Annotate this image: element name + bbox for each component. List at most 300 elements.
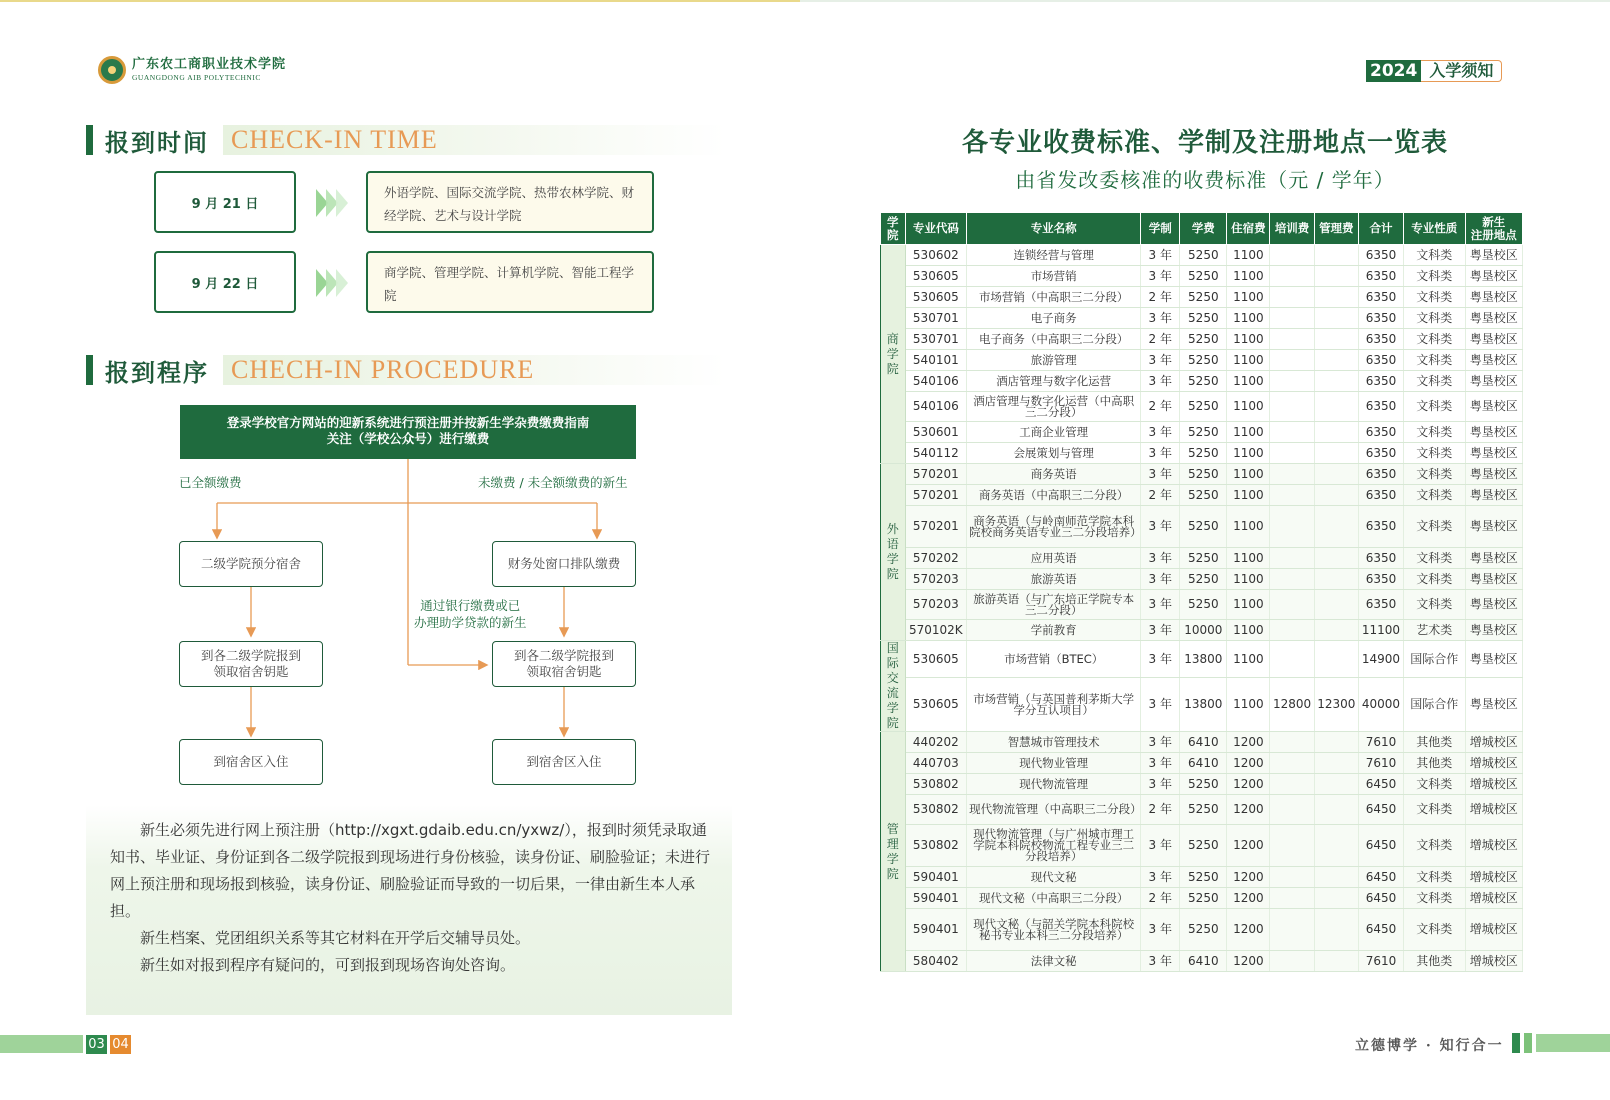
table-cell: 1100 [1227, 350, 1270, 371]
table-cell [1314, 245, 1358, 266]
major-name-cell: 现代文秘 [967, 867, 1141, 888]
chevron-right-icon [316, 266, 360, 300]
table-cell [1270, 909, 1314, 951]
major-name-cell: 学前教育 [967, 620, 1141, 641]
table-cell: 1100 [1227, 392, 1270, 422]
table-cell: 570203 [905, 569, 966, 590]
table-cell: 6410 [1180, 732, 1227, 753]
table-cell: 5250 [1180, 548, 1227, 569]
flow-box-pay-window: 财务处窗口排队缴费 [492, 541, 636, 587]
table-cell: 粤垦校区 [1465, 620, 1522, 641]
table-cell: 6450 [1358, 774, 1403, 795]
year-badge [1366, 60, 1502, 82]
major-name-cell: 会展策划与管理 [967, 443, 1141, 464]
table-cell: 1200 [1227, 753, 1270, 774]
table-cell: 5250 [1180, 909, 1227, 951]
table-cell: 文科类 [1404, 888, 1465, 909]
page-number-right: 04 [110, 1035, 131, 1054]
page-number-left: 03 [86, 1035, 107, 1054]
table-cell: 3 年 [1141, 590, 1180, 620]
major-name-cell: 商务英语 [967, 464, 1141, 485]
table-cell: 文科类 [1404, 245, 1465, 266]
school-motto: 立德博学 · 知行合一 [1355, 1038, 1504, 1054]
table-cell: 3 年 [1141, 732, 1180, 753]
table-cell: 3 年 [1141, 951, 1180, 972]
table-cell: 文科类 [1404, 287, 1465, 308]
table-cell: 6410 [1180, 951, 1227, 972]
table-row [881, 774, 1523, 795]
table-cell: 增城校区 [1465, 825, 1522, 867]
flow-start-line2: 关注（学校公众号）进行缴费 [326, 431, 490, 446]
chevron-right-icon [316, 186, 360, 220]
table-cell [1314, 569, 1358, 590]
table-cell: 国际合作 [1404, 678, 1465, 732]
table-cell: 530601 [905, 422, 966, 443]
footer-right-bars [1512, 1033, 1610, 1053]
table-cell [1314, 795, 1358, 825]
fee-table-header-row [881, 213, 1523, 245]
table-cell: 其他类 [1404, 753, 1465, 774]
table-row [881, 308, 1523, 329]
table-cell: 3 年 [1141, 350, 1180, 371]
major-name-cell: 酒店管理与数字化运营 [967, 371, 1141, 392]
table-cell: 粤垦校区 [1465, 569, 1522, 590]
table-cell [1270, 732, 1314, 753]
table-cell: 1100 [1227, 245, 1270, 266]
table-cell: 3 年 [1141, 245, 1180, 266]
table-cell: 5250 [1180, 590, 1227, 620]
flow-start-line1: 登录学校官方网站的迎新系统进行预注册并按新生学杂费缴费指南 [226, 415, 590, 430]
table-cell [1270, 287, 1314, 308]
table-cell: 3 年 [1141, 641, 1180, 678]
table-cell: 440703 [905, 753, 966, 774]
table-cell: 粤垦校区 [1465, 506, 1522, 548]
table-cell: 6350 [1358, 266, 1403, 287]
table-cell: 5250 [1180, 506, 1227, 548]
table-cell [1314, 753, 1358, 774]
table-cell: 540106 [905, 392, 966, 422]
table-cell: 文科类 [1404, 443, 1465, 464]
table-cell: 1100 [1227, 506, 1270, 548]
table-cell [1314, 888, 1358, 909]
table-cell: 530602 [905, 245, 966, 266]
table-cell: 530802 [905, 825, 966, 867]
table-cell [1270, 641, 1314, 678]
table-cell: 540101 [905, 350, 966, 371]
table-cell: 1100 [1227, 371, 1270, 392]
table-cell: 1100 [1227, 308, 1270, 329]
table-cell: 3 年 [1141, 266, 1180, 287]
table-cell: 5250 [1180, 371, 1227, 392]
checkin-time-heading [86, 124, 726, 156]
table-cell: 3 年 [1141, 506, 1180, 548]
school-emblem-icon [98, 56, 126, 84]
column-header: 学院 [881, 213, 906, 245]
major-name-cell: 电子商务 [967, 308, 1141, 329]
table-cell: 增城校区 [1465, 795, 1522, 825]
table-row [881, 392, 1523, 422]
flow-box-assign-dorm: 二级学院预分宿舍 [179, 541, 323, 587]
table-row [881, 678, 1523, 732]
major-name-cell: 现代物流管理（中高职三二分段） [967, 795, 1141, 825]
major-name-cell: 现代物业管理 [967, 753, 1141, 774]
table-cell: 6350 [1358, 464, 1403, 485]
column-header: 专业代码 [905, 213, 966, 245]
label-unpaid: 未缴费 / 未全额缴费的新生 [478, 475, 628, 490]
table-cell: 粤垦校区 [1465, 245, 1522, 266]
table-cell: 6350 [1358, 371, 1403, 392]
table-cell: 增城校区 [1465, 732, 1522, 753]
table-cell: 1100 [1227, 287, 1270, 308]
label-paid: 已全额缴费 [179, 475, 242, 490]
major-name-cell: 旅游英语（与广东培正学院专本三二分段） [967, 590, 1141, 620]
table-cell: 5250 [1180, 287, 1227, 308]
college-list-box-1: 外语学院、国际交流学院、热带农林学院、财经学院、艺术与设计学院 [366, 171, 654, 233]
table-cell: 540112 [905, 443, 966, 464]
table-row [881, 350, 1523, 371]
table-cell: 530605 [905, 287, 966, 308]
table-cell [1314, 732, 1358, 753]
college-cell: 商 学 院 [881, 245, 906, 464]
doc-title-label: 入学须知 [1421, 60, 1502, 82]
table-cell [1314, 422, 1358, 443]
table-cell [1270, 350, 1314, 371]
major-name-cell: 酒店管理与数字化运营（中高职三二分段） [967, 392, 1141, 422]
table-cell: 5250 [1180, 329, 1227, 350]
major-name-cell: 市场营销（BTEC） [967, 641, 1141, 678]
table-cell: 增城校区 [1465, 951, 1522, 972]
major-name-cell: 智慧城市管理技术 [967, 732, 1141, 753]
table-row [881, 888, 1523, 909]
notice-paragraph-2: 新生档案、党团组织关系等其它材料在开学后交辅导员处。 [140, 929, 531, 947]
table-cell: 1100 [1227, 641, 1270, 678]
college-cell: 外 语 学 院 [881, 464, 906, 641]
column-header: 管理费 [1314, 213, 1358, 245]
table-cell: 3 年 [1141, 620, 1180, 641]
heading-bar [86, 125, 93, 155]
table-cell: 文科类 [1404, 774, 1465, 795]
heading-bar [86, 355, 93, 385]
table-cell: 1100 [1227, 548, 1270, 569]
table-cell [1270, 308, 1314, 329]
table-cell: 1200 [1227, 951, 1270, 972]
table-cell [1270, 590, 1314, 620]
table-cell: 粤垦校区 [1465, 266, 1522, 287]
column-header: 新生 注册地点 [1465, 213, 1522, 245]
fee-table-title: 各专业收费标准、学制及注册地点一览表 [961, 128, 1448, 158]
table-cell: 5250 [1180, 443, 1227, 464]
table-cell: 5250 [1180, 569, 1227, 590]
table-cell: 增城校区 [1465, 753, 1522, 774]
heading-en: CHECK-IN TIME [231, 125, 438, 154]
table-cell: 11100 [1358, 620, 1403, 641]
table-cell [1270, 392, 1314, 422]
table-cell: 6450 [1358, 867, 1403, 888]
column-header: 学费 [1180, 213, 1227, 245]
table-row [881, 641, 1523, 678]
table-row [881, 485, 1523, 506]
table-cell: 增城校区 [1465, 888, 1522, 909]
table-cell: 530802 [905, 774, 966, 795]
table-cell: 5250 [1180, 867, 1227, 888]
table-cell: 文科类 [1404, 329, 1465, 350]
table-cell: 5250 [1180, 422, 1227, 443]
table-cell: 其他类 [1404, 951, 1465, 972]
table-cell: 6350 [1358, 245, 1403, 266]
table-cell: 7610 [1358, 951, 1403, 972]
table-cell: 540106 [905, 371, 966, 392]
table-row [881, 909, 1523, 951]
major-name-cell: 工商企业管理 [967, 422, 1141, 443]
table-cell [1270, 825, 1314, 867]
table-cell: 文科类 [1404, 392, 1465, 422]
table-cell: 1200 [1227, 909, 1270, 951]
table-cell: 文科类 [1404, 350, 1465, 371]
table-cell: 艺术类 [1404, 620, 1465, 641]
table-cell: 粤垦校区 [1465, 641, 1522, 678]
table-row [881, 371, 1523, 392]
table-row [881, 329, 1523, 350]
table-cell: 12800 [1270, 678, 1314, 732]
table-cell: 文科类 [1404, 548, 1465, 569]
college-list-box-2: 商学院、管理学院、计算机学院、智能工程学院 [366, 251, 654, 313]
table-cell: 1100 [1227, 485, 1270, 506]
table-cell: 粤垦校区 [1465, 548, 1522, 569]
procedure-heading [86, 354, 726, 386]
notice-panel [86, 805, 732, 1015]
table-cell: 5250 [1180, 825, 1227, 867]
table-cell: 10000 [1180, 620, 1227, 641]
table-cell: 6350 [1358, 548, 1403, 569]
table-cell: 文科类 [1404, 308, 1465, 329]
table-cell: 6350 [1358, 569, 1403, 590]
table-row [881, 620, 1523, 641]
table-cell: 6450 [1358, 795, 1403, 825]
table-cell: 3 年 [1141, 753, 1180, 774]
column-header: 学制 [1141, 213, 1180, 245]
table-cell: 590401 [905, 867, 966, 888]
table-cell: 2 年 [1141, 795, 1180, 825]
table-row [881, 266, 1523, 287]
heading-cn: 报到时间 [105, 128, 209, 157]
table-cell: 3 年 [1141, 464, 1180, 485]
footer-left-bar [0, 1035, 83, 1053]
table-cell: 2 年 [1141, 392, 1180, 422]
table-cell: 1100 [1227, 590, 1270, 620]
table-cell: 530605 [905, 641, 966, 678]
table-cell [1270, 443, 1314, 464]
top-rule-right [800, 0, 1610, 2]
table-cell [1270, 774, 1314, 795]
table-cell [1314, 590, 1358, 620]
table-cell: 粤垦校区 [1465, 422, 1522, 443]
table-cell: 粤垦校区 [1465, 308, 1522, 329]
table-cell: 文科类 [1404, 825, 1465, 867]
table-cell: 5250 [1180, 485, 1227, 506]
table-cell: 增城校区 [1465, 909, 1522, 951]
table-cell: 3 年 [1141, 548, 1180, 569]
table-cell: 1100 [1227, 464, 1270, 485]
table-row [881, 422, 1523, 443]
college-cell: 管 理 学 院 [881, 732, 906, 972]
table-cell [1314, 548, 1358, 569]
heading-cn: 报到程序 [105, 358, 209, 387]
table-cell [1270, 266, 1314, 287]
table-cell: 13800 [1180, 641, 1227, 678]
table-cell [1314, 506, 1358, 548]
table-cell: 文科类 [1404, 506, 1465, 548]
table-cell: 570203 [905, 590, 966, 620]
table-row [881, 951, 1523, 972]
table-cell: 40000 [1358, 678, 1403, 732]
table-cell: 粤垦校区 [1465, 371, 1522, 392]
table-cell: 3 年 [1141, 909, 1180, 951]
table-row [881, 506, 1523, 548]
table-cell [1314, 350, 1358, 371]
table-cell: 粤垦校区 [1465, 485, 1522, 506]
flow-box-move-in-right: 到宿舍区入住 [492, 739, 636, 785]
table-cell [1314, 443, 1358, 464]
fee-table-body [881, 245, 1523, 972]
flow-box-register-right: 到各二级学院报到 领取宿舍钥匙 [492, 641, 636, 687]
table-cell: 3 年 [1141, 443, 1180, 464]
table-cell: 国际合作 [1404, 641, 1465, 678]
school-logo [98, 56, 286, 84]
major-name-cell: 旅游英语 [967, 569, 1141, 590]
table-cell [1314, 951, 1358, 972]
major-name-cell: 市场营销（中高职三二分段） [967, 287, 1141, 308]
table-cell: 增城校区 [1465, 774, 1522, 795]
table-row [881, 287, 1523, 308]
table-cell [1314, 329, 1358, 350]
table-cell: 粤垦校区 [1465, 464, 1522, 485]
table-cell: 5250 [1180, 795, 1227, 825]
column-header: 专业性质 [1404, 213, 1465, 245]
table-cell [1270, 620, 1314, 641]
table-cell: 文科类 [1404, 590, 1465, 620]
column-header: 住宿费 [1227, 213, 1270, 245]
table-cell: 5250 [1180, 392, 1227, 422]
table-cell: 文科类 [1404, 464, 1465, 485]
table-cell: 粤垦校区 [1465, 590, 1522, 620]
major-name-cell: 市场营销（与英国普利茅斯大学学分互认项目） [967, 678, 1141, 732]
table-cell: 1200 [1227, 732, 1270, 753]
table-cell [1314, 620, 1358, 641]
date-box-1: 9 月 21 日 [154, 171, 296, 233]
table-cell: 文科类 [1404, 569, 1465, 590]
table-cell: 5250 [1180, 464, 1227, 485]
table-cell [1270, 371, 1314, 392]
table-cell [1314, 371, 1358, 392]
table-cell: 14900 [1358, 641, 1403, 678]
table-cell: 3 年 [1141, 569, 1180, 590]
table-cell: 5250 [1180, 308, 1227, 329]
table-cell [1314, 774, 1358, 795]
table-cell: 3 年 [1141, 825, 1180, 867]
notice-paragraph-3: 新生如对报到程序有疑问的，可到报到现场咨询处咨询。 [140, 956, 516, 974]
table-cell [1314, 867, 1358, 888]
flow-box-register-left: 到各二级学院报到 领取宿舍钥匙 [179, 641, 323, 687]
table-cell: 3 年 [1141, 867, 1180, 888]
table-cell: 3 年 [1141, 774, 1180, 795]
table-cell: 粤垦校区 [1465, 443, 1522, 464]
table-cell: 3 年 [1141, 371, 1180, 392]
table-cell: 1200 [1227, 867, 1270, 888]
table-cell: 530605 [905, 678, 966, 732]
table-cell: 1100 [1227, 620, 1270, 641]
table-row [881, 569, 1523, 590]
table-cell: 6350 [1358, 590, 1403, 620]
table-cell: 粤垦校区 [1465, 678, 1522, 732]
table-cell: 6450 [1358, 825, 1403, 867]
table-cell: 6350 [1358, 485, 1403, 506]
table-cell [1270, 951, 1314, 972]
table-cell: 其他类 [1404, 732, 1465, 753]
notice-paragraph-1: 新生必须先进行网上预注册（http://xgxt.gdaib.edu.cn/yxwz/），报到时须凭录取通知书、毕业证、身份证到各二级学院报到现场进行身份核验，读身份证、刷脸验证；未进行网上预注册和现场报到核验，读身份证、刷脸验证而导致的一切后果，一律由新生本人承担。 [110, 821, 711, 920]
table-cell: 5250 [1180, 266, 1227, 287]
table-cell: 1100 [1227, 569, 1270, 590]
table-cell: 6450 [1358, 888, 1403, 909]
table-cell: 6350 [1358, 308, 1403, 329]
flowchart-connectors [0, 0, 800, 800]
year-label: 2024 [1366, 60, 1421, 82]
table-cell: 7610 [1358, 753, 1403, 774]
table-row [881, 732, 1523, 753]
table-cell: 1100 [1227, 678, 1270, 732]
table-cell: 1100 [1227, 422, 1270, 443]
table-cell: 530802 [905, 795, 966, 825]
table-cell: 1100 [1227, 329, 1270, 350]
major-name-cell: 现代物流管理（与广州城市理工学院本科院校物流工程专业三二分段培养） [967, 825, 1141, 867]
table-cell: 文科类 [1404, 485, 1465, 506]
table-cell: 570102K [905, 620, 966, 641]
table-cell [1270, 888, 1314, 909]
table-cell [1270, 485, 1314, 506]
table-cell: 文科类 [1404, 422, 1465, 443]
table-cell [1314, 641, 1358, 678]
table-cell: 6350 [1358, 443, 1403, 464]
table-cell [1270, 329, 1314, 350]
column-header: 合计 [1358, 213, 1403, 245]
table-cell: 6350 [1358, 287, 1403, 308]
table-cell: 6350 [1358, 506, 1403, 548]
table-cell [1270, 548, 1314, 569]
table-cell: 文科类 [1404, 909, 1465, 951]
fee-table-subtitle: 由省发改委核准的收费标准（元 / 学年） [1015, 168, 1395, 192]
table-cell: 文科类 [1404, 795, 1465, 825]
table-row [881, 867, 1523, 888]
table-cell [1314, 287, 1358, 308]
fee-table [880, 212, 1523, 972]
table-cell: 590401 [905, 888, 966, 909]
table-cell: 粤垦校区 [1465, 287, 1522, 308]
major-name-cell: 旅游管理 [967, 350, 1141, 371]
table-cell: 570202 [905, 548, 966, 569]
table-cell [1270, 569, 1314, 590]
table-cell [1270, 753, 1314, 774]
table-cell: 2 年 [1141, 329, 1180, 350]
table-cell [1314, 464, 1358, 485]
table-cell: 590401 [905, 909, 966, 951]
table-cell: 粤垦校区 [1465, 392, 1522, 422]
major-name-cell: 现代文秘（与韶关学院本科院校秘书专业本科三二分段培养） [967, 909, 1141, 951]
table-cell: 6350 [1358, 350, 1403, 371]
table-cell: 3 年 [1141, 678, 1180, 732]
logo-chinese-name: 广东农工商职业技术学院 [132, 57, 287, 73]
major-name-cell: 法律文秘 [967, 951, 1141, 972]
table-cell: 1200 [1227, 825, 1270, 867]
table-cell: 580402 [905, 951, 966, 972]
